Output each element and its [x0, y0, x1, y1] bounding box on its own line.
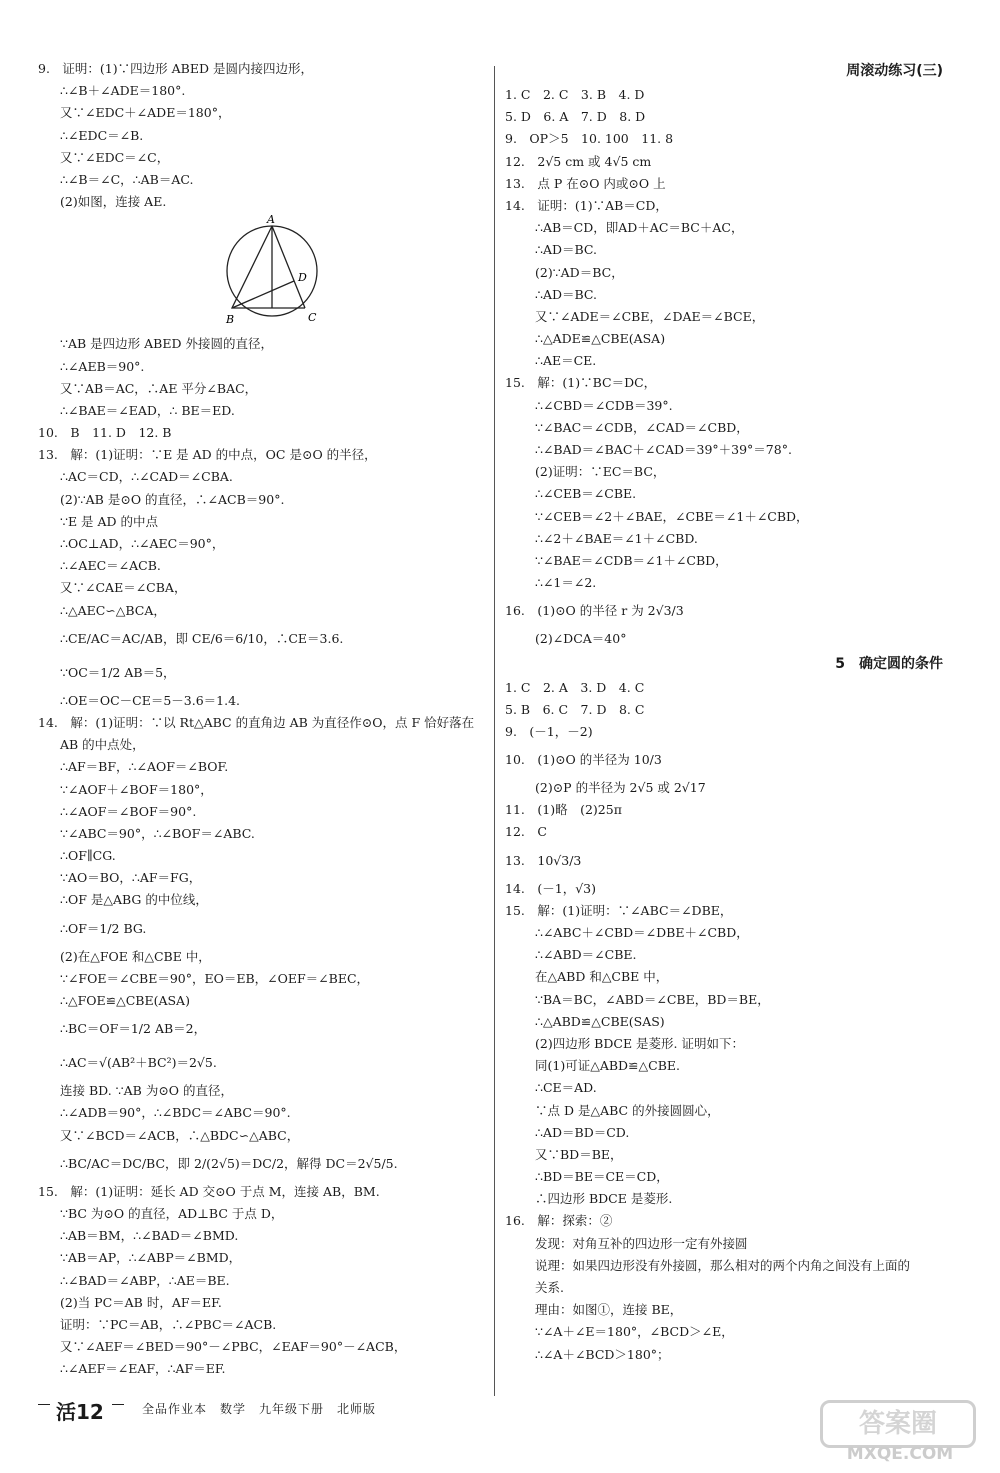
text-line: ∵BC 为⊙O 的直径，AD⊥BC 于点 D， [60, 1205, 284, 1221]
text-line: ∴AC＝√(AB²＋BC²)＝2√5. [60, 1055, 217, 1071]
text-line: (2)∵AD＝BC， [535, 264, 624, 280]
text-line: ∴BD＝BE＝CE＝CD， [535, 1169, 669, 1185]
text-line: 9. OP＞5 10. 100 11. 8 [505, 131, 674, 147]
text-line: ∵OC＝1/2 AB＝5， [60, 664, 176, 680]
text-line: 14. 解：(1)证明：∵以 Rt△ABC 的直角边 AB 为直径作⊙O，点 F 恰好落在 [38, 714, 475, 730]
segment-ac [272, 226, 305, 308]
text-line: ∴OC⊥AD，∴∠AEC＝90°， [60, 536, 225, 551]
text-line: (2)∠DCA＝40° [535, 631, 627, 647]
footer-dash [38, 1404, 50, 1405]
text-line: 13. 10√3/3 [505, 852, 582, 868]
text-line: ∴OF＝1/2 BG. [60, 920, 147, 936]
text-line: ∵∠CEB＝∠2＋∠BAE，∠CBE＝∠1＋∠CBD， [535, 508, 809, 524]
text-line: 又∵∠BCD＝∠ACB，∴△BDC∽△ABC， [60, 1127, 300, 1143]
text-line: ∴AB＝BM，∴∠BAD＝∠BMD. [60, 1228, 239, 1244]
text-line: ∵AB＝AP，∴∠ABP＝∠BMD， [60, 1250, 242, 1266]
text-line: 连接 BD. ∵AB 为⊙O 的直径， [60, 1083, 234, 1099]
text-line: ∵E 是 AD 的中点 [60, 513, 159, 529]
text-line: ∴△ADE≌△CBE(ASA) [535, 331, 666, 347]
text-line: 15. 解：(1)∵BC＝DC， [505, 375, 657, 391]
text-line: ∵∠BAE＝∠CDB＝∠1＋∠CBD， [535, 552, 728, 568]
text-line: ∵AB 是四边形 ABED 外接圆的直径， [60, 336, 273, 352]
text-line: AB 的中点处， [60, 737, 145, 753]
figure-label-d: D [298, 271, 307, 285]
text-line: (2)四边形 BDCE 是菱形. 证明如下： [535, 1035, 744, 1051]
text-line: 14. (－1，√3) [505, 880, 597, 896]
text-line: ∴△AEC∽△BCA， [60, 602, 166, 618]
text-line: 9. 证明：(1)∵四边形 ABED 是圆内接四边形， [38, 61, 313, 76]
text-line: ∴∠ADB＝90°，∴∠BDC＝∠ABC＝90°. [60, 1105, 291, 1121]
text-line: (2)当 PC＝AB 时，AF＝EF. [60, 1294, 222, 1310]
text-line: 又∵∠AEF＝∠BED＝90°－∠PBC，∠EAF＝90°－∠ACB， [60, 1339, 407, 1355]
text-line: ∴OF 是△ABG 的中位线， [60, 892, 208, 908]
text-line: 又∵∠ADE＝∠CBE，∠DAE＝∠BCE， [535, 308, 765, 324]
text-line: ∴AF＝BF，∴∠AOF＝∠BOF. [60, 759, 229, 775]
text-line: 又∵BD＝BE， [535, 1146, 623, 1162]
text-line: 又∵∠EDC＝∠C， [60, 149, 170, 165]
text-line: ∵∠ABC＝90°，∴∠BOF＝∠ABC. [60, 825, 255, 841]
left-column [38, 58, 486, 1380]
text-line: ∴△ABD≌△CBE(SAS) [535, 1013, 665, 1029]
text-line: ∵∠A＋∠E＝180°，∠BCD＞∠E， [535, 1324, 734, 1340]
text-line: (2)⊙P 的半径为 2√5 或 2√17 [535, 780, 706, 796]
page-number: 活12 [56, 1400, 104, 1424]
text-line: ∴△FOE≌△CBE(ASA) [60, 993, 190, 1008]
text-line: ∵∠BAC＝∠CDB，∠CAD＝∠CBD， [535, 419, 749, 435]
text-line: ∴四边形 BDCE 是菱形. [535, 1191, 673, 1207]
text-line: 1. C 2. C 3. B 4. D [505, 87, 645, 102]
section-title: 周滚动练习(三) [846, 63, 943, 79]
text-line: (2)∵AB 是⊙O 的直径，∴∠ACB＝90°. [60, 491, 285, 507]
watermark-url: MXQE.COM [846, 1444, 954, 1464]
text-line: ∴BC＝OF＝1/2 AB＝2， [60, 1021, 207, 1037]
text-line: 关系. [535, 1280, 564, 1295]
text-line: ∴∠ABC＋∠CBD＝∠DBE＋∠CBD， [535, 925, 749, 940]
circle-diagram [38, 213, 486, 333]
text-line: 证明：∵PC＝AB，∴∠PBC＝∠ACB. [60, 1316, 277, 1332]
text-line: 又∵AB＝AC，∴AE 平分∠BAC， [60, 380, 258, 396]
text-line: ∴∠BAD＝∠BAC＋∠CAD＝39°＋39°＝78°. [535, 442, 792, 457]
column-divider [494, 66, 495, 1396]
geometry-figure [38, 213, 486, 333]
text-line: ∴OF∥CG. [60, 848, 116, 864]
watermark-logo [800, 1400, 990, 1468]
text-line: ∴∠BAE＝∠EAD，∴ BE＝ED. [60, 402, 235, 418]
text-line: ∴∠B＝∠C，∴AB＝AC. [60, 171, 194, 187]
footer-dash [112, 1404, 124, 1405]
text-line: ∴∠2＋∠BAE＝∠1＋∠CBD. [535, 530, 698, 546]
text-line: 15. 解：(1)证明：延长 AD 交⊙O 于点 M，连接 AB，BM. [38, 1183, 380, 1199]
text-line: 10. B 11. D 12. B [38, 425, 172, 441]
text-line: 又∵∠CAE＝∠CBA， [60, 580, 187, 596]
segment-bd [232, 281, 294, 308]
text-line: 理由：如图①，连接 BE， [535, 1302, 683, 1318]
text-line: ∴CE/AC＝AC/AB，即 CE/6＝6/10，∴CE＝3.6. [60, 630, 344, 646]
text-line: ∴∠AOF＝∠BOF＝90°. [60, 803, 197, 819]
text-line: ∴AD＝BC. [535, 242, 598, 258]
section-title: 5 确定圆的条件 [835, 655, 943, 672]
text-line: ∴∠B＋∠ADE＝180°. [60, 83, 186, 99]
text-line: ∴∠BAD＝∠ABP，∴AE＝BE. [60, 1272, 230, 1288]
text-line: ∴∠1＝∠2. [535, 575, 597, 591]
right-column [505, 58, 965, 1366]
text-line: ∴AB＝CD，即AD＋AC＝BC＋AC， [535, 220, 744, 236]
text-line: 发现：对角互补的四边形一定有外接圆 [535, 1235, 748, 1251]
text-line: 15. 解：(1)证明：∵∠ABC＝∠DBE， [505, 902, 733, 918]
text-line: 5. B 6. C 7. D 8. C [505, 701, 645, 717]
text-line: ∴∠EDC＝∠B. [60, 127, 144, 143]
text-line: ∴AE＝CE. [535, 353, 597, 369]
text-line: ∴BC/AC＝DC/BC，即 2/(2√5)＝DC/2，解得 DC＝2√5/5. [60, 1155, 398, 1171]
text-line: 又∵∠EDC＋∠ADE＝180°， [60, 105, 231, 121]
text-line: ∵BA＝BC，∠ABD＝∠CBE，BD＝BE， [535, 991, 770, 1007]
text-line: 14. 证明：(1)∵AB＝CD， [505, 197, 668, 213]
text-line: 13. 解：(1)证明：∵E 是 AD 的中点，OC 是⊙O 的半径， [38, 447, 377, 463]
figure-label-a: A [267, 213, 275, 227]
text-line: ∴∠CBD＝∠CDB＝39°. [535, 397, 673, 413]
text-line: 10. (1)⊙O 的半径为 10/3 [505, 752, 662, 768]
text-line: ∴AC＝CD，∴∠CAD＝∠CBA. [60, 469, 233, 485]
text-line: 16. (1)⊙O 的半径 r 为 2√3/3 [505, 603, 684, 619]
text-line: ∴∠AEF＝∠EAF，∴AF＝EF. [60, 1361, 226, 1377]
text-line: ∴∠CEB＝∠CBE. [535, 486, 637, 502]
text-line: (2)在△FOE 和△CBE 中， [60, 948, 211, 964]
triangle-ab-bc [232, 226, 305, 308]
text-line: (2)证明：∵EC＝BC， [535, 464, 666, 480]
text-line: 1. C 2. A 3. D 4. C [505, 679, 645, 695]
text-line: 说理：如果四边形没有外接圆，那么相对的两个内角之间没有上面的 [535, 1257, 911, 1273]
text-line: 在△ABD 和△CBE 中， [535, 969, 669, 985]
text-line: 13. 点 P 在⊙O 内或⊙O 上 [505, 175, 666, 191]
text-line: 12. C [505, 824, 547, 840]
text-line: ∵∠AOF＋∠BOF＝180°， [60, 781, 213, 797]
text-line: ∴OE＝OC－CE＝5－3.6＝1.4. [60, 692, 241, 708]
figure-label-b: B [226, 313, 235, 327]
text-line: ∴∠AEB＝90°. [60, 358, 145, 374]
text-line: ∴∠AEC＝∠ACB. [60, 558, 161, 574]
book-title: 全品作业本 数学 九年级下册 北师版 [142, 1402, 377, 1416]
text-line: 5. D 6. A 7. D 8. D [505, 109, 646, 125]
text-line: ∴∠ABD＝∠CBE. [535, 947, 637, 963]
figure-label-c: C [308, 311, 317, 325]
text-line: 9. (－1，－2) [505, 723, 593, 739]
text-line: ∴AD＝BD＝CD. [535, 1124, 630, 1140]
text-line: ∴∠A＋∠BCD＞180°； [535, 1346, 670, 1362]
watermark-badge: 答案圈 [820, 1400, 976, 1448]
text-line: ∵∠FOE＝∠CBE＝90°，EO＝EB，∠OEF＝∠BEC， [60, 970, 370, 986]
text-line: ∴CE＝AD. [535, 1080, 597, 1096]
text-line: 16. 解：探索：② [505, 1213, 613, 1229]
text-line: ∵AO＝BO，∴AF＝FG， [60, 870, 202, 886]
text-line: 11. (1)略 (2)25π [505, 802, 622, 818]
text-line: 同(1)可证△ABD≌△CBE. [535, 1058, 680, 1074]
text-line: ∵点 D 是△ABC 的外接圆圆心， [535, 1102, 720, 1118]
text-line: (2)如图，连接 AE. [60, 194, 167, 210]
text-line: ∴AD＝BC. [535, 286, 598, 302]
text-line: 12. 2√5 cm 或 4√5 cm [505, 153, 652, 169]
